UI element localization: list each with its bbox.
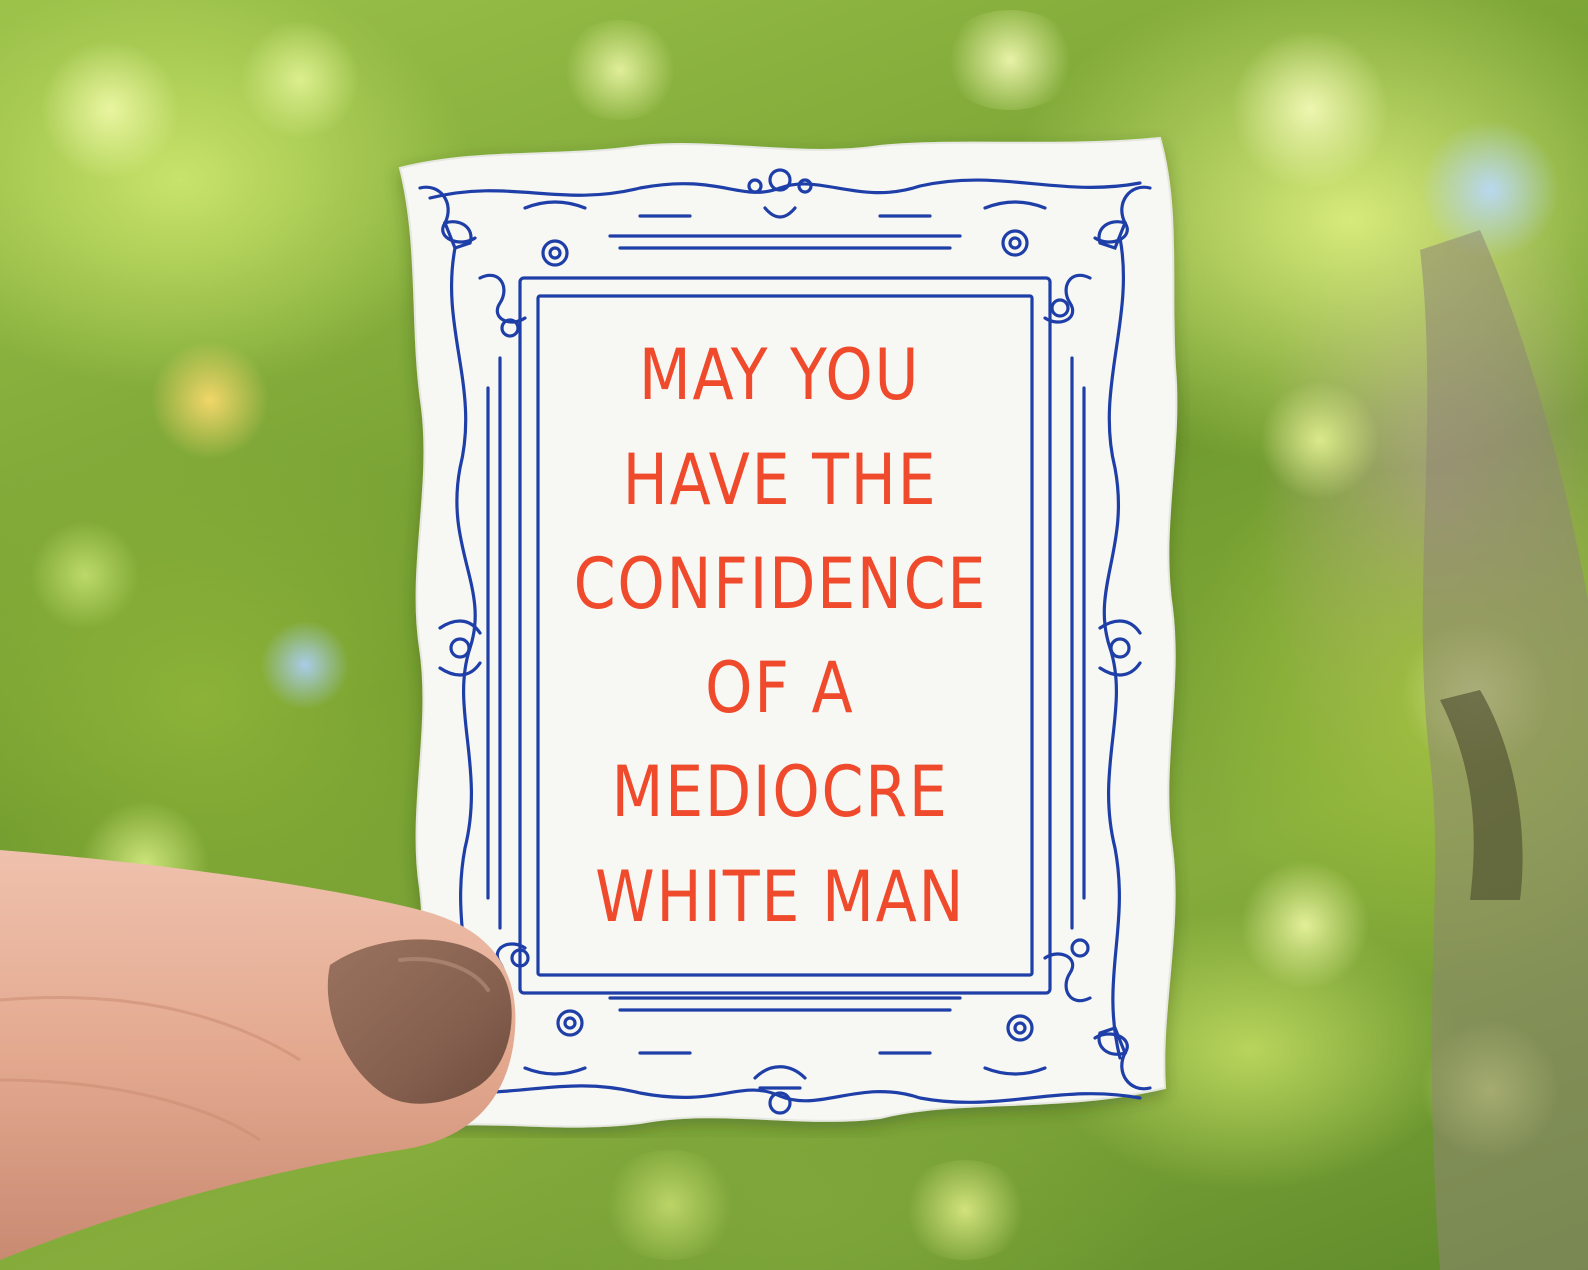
quote-line-6: WHITE MAN (594, 855, 966, 938)
quote-line-5: MEDIOCRE (611, 751, 949, 834)
quote-line-1: MAY YOU (639, 334, 921, 417)
quote-line-3: CONFIDENCE (573, 542, 987, 625)
quote-line-2: HAVE THE (622, 438, 938, 521)
quote-line-4: OF A (705, 647, 855, 730)
